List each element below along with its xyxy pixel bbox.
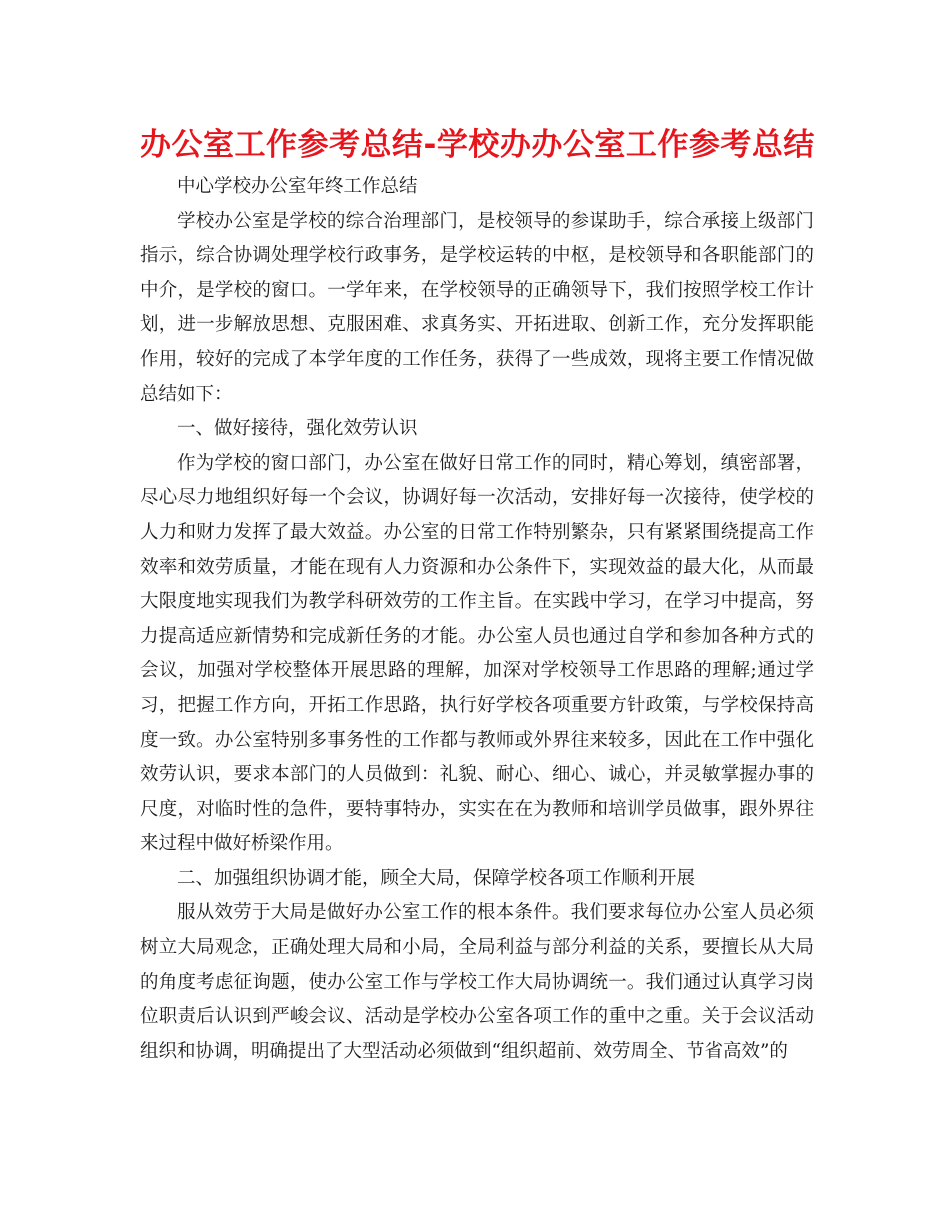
section-heading-2: 二、加强组织协调才能，顾全大局，保障学校各项工作顺利开展 <box>177 867 696 889</box>
section-2-paragraph: 服从效劳于大局是做好办公室工作的根本条件。我们要求每位办公室人员必须树立大局观念，正确处理大局和小局，全局利益与部分利益的关系，要擅长从大局的角度考虑征询题，使办公室工作与学校工作大局协调统一。我们通过认真学习岗位职责后认识到严峻会议、活动是学校办公室各项工作的重中之重。关于会议活动组织和协调，明确提出了大型活动必须做到“组织超前、效劳周全、节省高效”的 <box>140 902 814 1062</box>
intro-paragraph: 学校办公室是学校的综合治理部门，是校领导的参谋助手，综合承接上级部门指示，综合协调处理学校行政事务，是学校运转的中枢，是校领导和各职能部门的中介，是学校的窗口。一学年来，在学校领导的正确领导下，我们按照学校工作计划，进一步解放思想、克服困难、求真务实、开拓进取、创新工作，充分发挥职能作用，较好的完成了本学年度的工作任务，获得了一些成效，现将主要工作情况做总结如下： <box>140 210 814 405</box>
document-title: 办公室工作参考总结-学校办办公室工作参考总结 <box>140 127 815 163</box>
section-heading-1: 一、做好接待，强化效劳认识 <box>177 418 418 440</box>
section-1-paragraph: 作为学校的窗口部门，办公室在做好日常工作的同时，精心筹划，缜密部署，尽心尽力地组织好每一个会议，协调好每一次活动，安排好每一次接待，使学校的人力和财力发挥了最大效益。办公室的日常工作特别繁杂，只有紧紧围绕提高工作效率和效劳质量，才能在现有人力资源和办公条件下，实现效益的最大化，从而最大限度地实现我们为教学科研效劳的工作主旨。在实践中学习，在学习中提高，努力提高适应新情势和完成新任务的才能。办公室人员也通过自学和参加各种方式的会议，加强对学校整体开展思路的理解，加深对学校领导工作思路的理解;通过学习，把握工作方向，开拓工作思路，执行好学校各项重要方针政策，与学校保持高度一致。办公室特别多事务性的工作都与教师或外界往来较多，因此在工作中强化效劳认识，要求本部门的人员做到：礼貌、耐心、细心、诚心，并灵敏掌握办事的尺度，对临时性的急件，要特事特办，实实在在为教师和培训学员做事，跟外界往来过程中做好桥梁作用。 <box>140 452 814 855</box>
subtitle-paragraph: 中心学校办公室年终工作总结 <box>177 176 418 197</box>
document-page <box>140 120 814 1069</box>
